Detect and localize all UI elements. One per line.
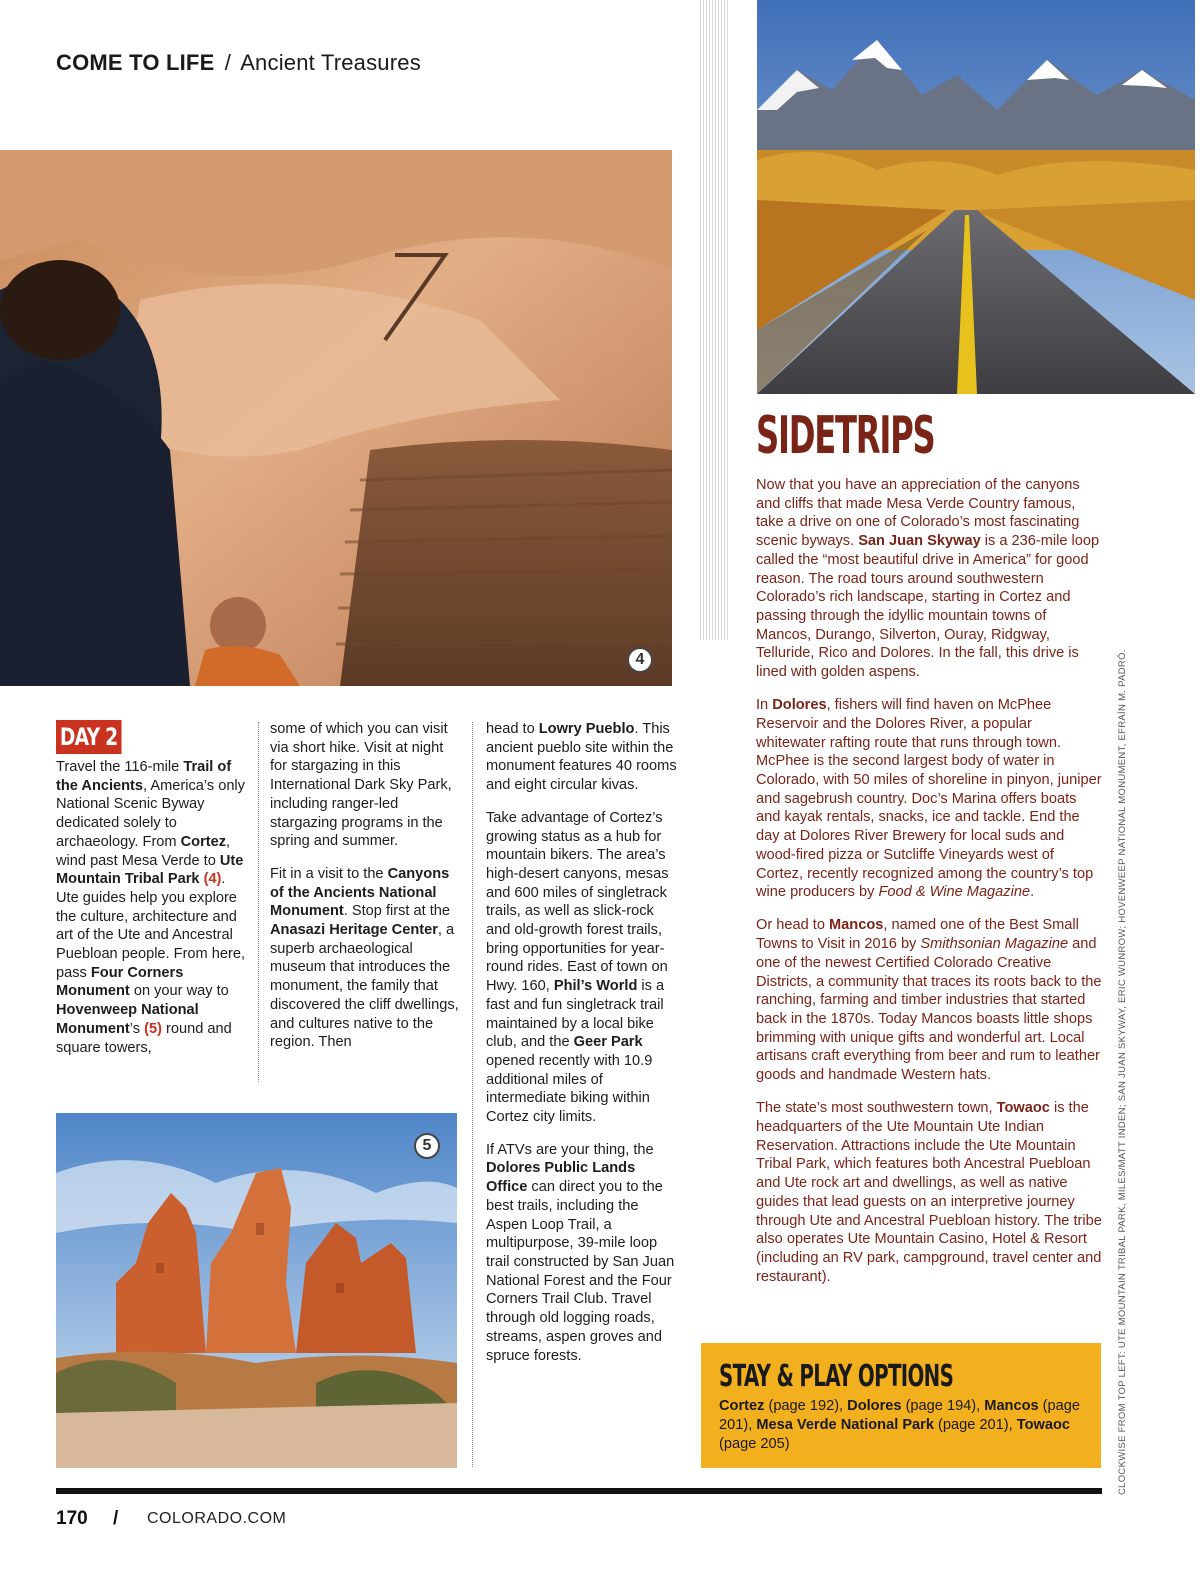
text-run: . Stop first at the (343, 903, 451, 920)
place-name: Lowry Pueblo (538, 721, 635, 737)
day2-paragraph-1 (56, 758, 248, 1057)
text-run: and one of the newest Certified Colorado Creative Districts, a community that traces its roots back to the ranching, farming and timber industries that started back in the 1870s. Today Mancos boasts little shops brimming with unique gifts and wonderful art. Local artisans craft everything from beer and rum to leather goods and handmade Western hats. (756, 936, 1102, 1084)
place-name: Dolores (847, 1398, 902, 1414)
place-name: Four Corners Monument (56, 964, 184, 1000)
text-run: is a 236-mile loop called the “most beautiful drive in America” for good reason. The road tours around southwestern Colorado’s rich landscape, starting in Cortez and passing through the idyllic mountain towns of Mancos, Durango, Silverton, Ouray, Ridgway, Telluride, Rico and Dolores. In the fall, this drive is lined with golden aspens. (756, 533, 1100, 681)
text-run: on your way to (129, 983, 229, 1000)
photo-number-badge: 4 (627, 647, 653, 673)
text-run: Take advantage of Cortez’s growing status as a hub for mountain bikers. The area’s high-desert canyons, mesas and 600 miles of singletrack trails, as well as slick-rock and old-growth forest trails, bring opportunities for year-round rides. East of town on Hwy. 160, (486, 809, 669, 995)
skyway-photo (757, 0, 1195, 394)
text-run: , wind past Mesa Verde to (56, 833, 231, 869)
place-name: Cortez (180, 833, 227, 850)
hovenweep-illustration (56, 1113, 457, 1468)
text-run: In (756, 697, 773, 714)
place-name: Geer Park (573, 1034, 643, 1051)
section-subtitle: Ancient Treasures (240, 50, 421, 75)
place-name: Hovenweep National Monument (56, 1002, 199, 1037)
page-number: 170 (56, 1508, 88, 1529)
text-run: opened recently with 10.9 additional miles of intermediate biking within Cortez city limits. (486, 1052, 653, 1126)
page-reference: (page 194), (901, 1398, 985, 1414)
site-name: COLORADO.COM (147, 1510, 287, 1527)
text-run: can direct you to the best trails, including the Aspen Loop Trail, a multipurpose, 39-mile loop trail constructed by San Juan National Forest and the Four Corners Trail Club. Travel through old logging roads, streams, aspen groves and spruce forests. (486, 1179, 675, 1364)
sidetrips-paragraph-4 (756, 1099, 1104, 1286)
text-run: . Ute guides help you explore the culture, architecture and art of the Ute and Ancestral Puebloan people. From here, pass (56, 871, 246, 981)
stay-play-box (701, 1343, 1101, 1468)
page-reference: (page 205) (719, 1436, 790, 1452)
running-head (56, 50, 421, 76)
text-run: is a fast and fun singletrack trail maintained by a local bike club, and the (486, 978, 665, 1051)
photo-reference: (4) (199, 871, 222, 888)
stay-play-heading: STAY & PLAY OPTIONS (719, 1359, 954, 1394)
hovenweep-photo (56, 1113, 457, 1468)
text-run: , America’s only National Scenic Byway dedicated solely to archaeology. From (56, 777, 245, 850)
place-name: Cortez (719, 1398, 765, 1414)
sidetrips-paragraph-1 (756, 476, 1104, 682)
sidetrips-paragraph-2 (756, 696, 1104, 902)
day2-paragraph-3 (270, 865, 460, 1052)
text-run: Now that you have an appreciation of the canyons and cliffs that made Mesa Verde Country famous, take a drive on one of Colorado’s most fascinating scenic byways. (756, 477, 1080, 550)
place-name: Canyons of the Ancients National Monument (270, 865, 450, 920)
text-run: The state’s most southwestern town, (756, 1100, 997, 1117)
place-name: Towaoc (996, 1100, 1050, 1117)
place-name: San Juan Skyway (858, 533, 981, 550)
place-name: Dolores (772, 697, 827, 714)
photo-reference: (5) (144, 1020, 162, 1037)
text-run: . (1030, 884, 1035, 901)
text-run: is the headquarters of the Ute Mountain Ute Indian Reservation. Attractions include the Ute Mountain Tribal Park, which features both Ancestral Puebloan and Ute rock art and dwellings, as well as native guides that lead guests on an interpretive journey through Ute and Ancestral Puebloan history. The tribe also operates Ute Mountain Casino, Hotel & Resort (including an RV park, campground, travel center and restaurant). (756, 1100, 1102, 1285)
text-run: Fit in a visit to the (270, 865, 388, 882)
day2-column-3 (486, 720, 680, 1379)
day2-column-1 (56, 720, 248, 1071)
text-run: . This ancient pueblo site within the monument features 40 rooms and eight circular kivas. (486, 721, 677, 794)
footer-rule (56, 1488, 1102, 1494)
text-run: Travel the 116-mile (56, 759, 184, 775)
sidetrips-heading: SIDETRIPS (756, 406, 935, 466)
page-reference: (page 201), (933, 1417, 1017, 1433)
photo-credit: CLOCKWISE FROM TOP LEFT: UTE MOUNTAIN TRIBAL PARK, MILES/MATT INDEN; SAN JUAN SKYWAY, ERIC WUNROW; HOVENWEEP NATIONAL MONUMENT, EFRAÍN M. PADRÓ. (1117, 649, 1128, 1495)
place-name: Phil’s World (553, 978, 638, 995)
place-name: Ute Mountain Tribal Park (56, 852, 244, 888)
text-run: head to (486, 721, 539, 737)
text-run: Or head to (756, 917, 830, 934)
sidetrips-paragraph-3 (756, 916, 1104, 1084)
day2-column-2 (270, 720, 460, 1066)
text-run: If ATVs are your thing, the (486, 1141, 654, 1158)
section-name: COME TO LIFE (56, 50, 215, 75)
day2-paragraph-6 (486, 1141, 680, 1365)
header-separator: / (224, 50, 232, 75)
skyway-illustration (757, 0, 1195, 394)
column-divider (472, 722, 473, 1467)
place-name: Mesa Verde National Park (756, 1417, 934, 1433)
day2-paragraph-5 (486, 809, 680, 1127)
text-run: ’s (129, 1020, 145, 1037)
footer-separator: / (113, 1508, 119, 1529)
rock-art-photo (0, 150, 672, 686)
place-name: Anasazi Heritage Center (270, 922, 438, 939)
place-name: Towaoc (1016, 1417, 1070, 1433)
stay-play-list (719, 1397, 1083, 1454)
publication-name: Food & Wine Magazine (878, 884, 1031, 901)
page-reference: (page 201), (719, 1398, 1081, 1433)
rock-art-illustration (0, 150, 672, 686)
page-reference: (page 192), (764, 1398, 848, 1414)
text-run: , named one of the Best Small Towns to Visit in 2016 by (756, 917, 1079, 953)
day2-paragraph-2: some of which you can visit via short hike. Visit at night for stargazing in this International Dark Sky Park, including ranger-led stargazing programs in the spring and summer. (270, 721, 452, 850)
place-name: Dolores Public Lands Office (486, 1160, 636, 1196)
text-run: , fishers will find haven on McPhee Reservoir and the Dolores River, a popular whitewater rafting route that runs through town. McPhee is the second largest body of water in Colorado, with 50 miles of shoreline in pinyon, juniper and sagebrush country. Doc’s Marina offers boats and kayak rentals, snacks, ice and tackle. End the day at Dolores River Brewery for local suds and wood-fired pizza or Sutcliffe Vineyards west of Cortez, recently recognized among the country’s top wine producers by (756, 697, 1102, 901)
day-tag: DAY 2 (56, 720, 121, 754)
publication-name: Smithsonian Magazine (920, 936, 1069, 953)
text-run: , a superb archaeological museum that introduces the monument, the family that discovered the cliff dwellings, and cultures native to the region. Then (270, 922, 459, 1051)
sidetrips-body (756, 476, 1104, 1301)
column-divider (258, 722, 259, 1082)
place-name: Trail of the Ancients (56, 759, 232, 794)
place-name: Mancos (829, 917, 884, 934)
text-run: round and square towers, (56, 1020, 232, 1056)
day2-paragraph-4 (486, 720, 680, 795)
gutter-texture (700, 0, 730, 640)
place-name: Mancos (984, 1398, 1039, 1414)
photo-number-badge: 5 (414, 1133, 440, 1159)
